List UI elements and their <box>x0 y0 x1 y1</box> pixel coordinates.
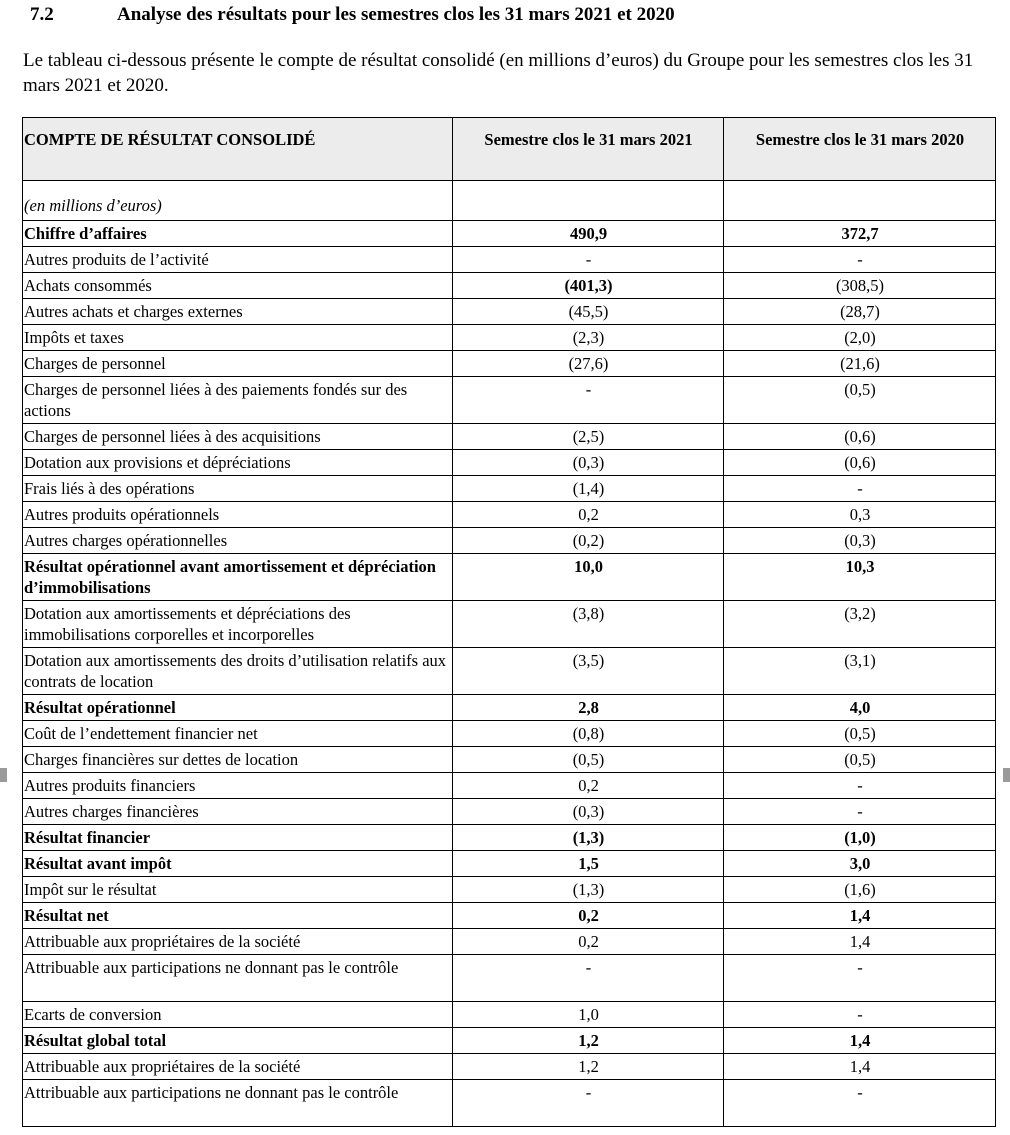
table-row <box>23 554 996 601</box>
value-2021: - <box>453 955 724 1002</box>
value-2021: 0,2 <box>453 929 724 955</box>
value-2020: (3,1) <box>724 648 996 695</box>
row-label: Autres produits de l’activité <box>23 247 453 273</box>
value-2020: (0,5) <box>724 721 996 747</box>
row-label: Chiffre d’affaires <box>23 221 453 247</box>
row-label: Ecarts de conversion <box>23 1002 453 1028</box>
value-2020: (0,5) <box>724 377 996 424</box>
row-label: Résultat opérationnel avant amortissement et dépréciation d’immobilisations <box>23 554 453 601</box>
table-row <box>23 221 996 247</box>
table-row <box>23 1002 996 1028</box>
table-row <box>23 450 996 476</box>
value-2020: (0,3) <box>724 528 996 554</box>
row-label: Autres produits financiers <box>23 773 453 799</box>
table-row <box>23 502 996 528</box>
row-label: Dotation aux provisions et dépréciations <box>23 450 453 476</box>
value-2020: - <box>724 799 996 825</box>
value-2020: (0,5) <box>724 747 996 773</box>
value-2020: 4,0 <box>724 695 996 721</box>
table-row <box>23 721 996 747</box>
value-2021: 1,2 <box>453 1054 724 1080</box>
unit-row <box>23 181 996 221</box>
table-row <box>23 1054 996 1080</box>
table-row <box>23 877 996 903</box>
value-2020: 1,4 <box>724 1054 996 1080</box>
header-statement: COMPTE DE RÉSULTAT CONSOLIDÉ <box>23 118 453 181</box>
value-2021: - <box>453 1080 724 1127</box>
table-row <box>23 247 996 273</box>
table-row <box>23 1080 996 1127</box>
value-2020: 1,4 <box>724 903 996 929</box>
row-label: Attribuable aux propriétaires de la société <box>23 1054 453 1080</box>
table-row <box>23 601 996 648</box>
unit-label: (en millions d’euros) <box>23 181 453 221</box>
value-2021: 1,2 <box>453 1028 724 1054</box>
table-row <box>23 351 996 377</box>
table-row <box>23 825 996 851</box>
row-label: Coût de l’endettement financier net <box>23 721 453 747</box>
row-label: Achats consommés <box>23 273 453 299</box>
intro-paragraph: Le tableau ci-dessous présente le compte de résultat consolidé (en millions d’euros) du Groupe pour les semestres clos les 31 mars 2021 et 2020. <box>23 50 974 96</box>
row-label: Attribuable aux propriétaires de la société <box>23 929 453 955</box>
table-row <box>23 476 996 502</box>
table-header-row <box>23 118 996 181</box>
header-2021: Semestre clos le 31 mars 2021 <box>453 118 724 181</box>
value-2021: 1,5 <box>453 851 724 877</box>
table-row <box>23 299 996 325</box>
left-margin-marker <box>0 768 7 782</box>
row-label: Frais liés à des opérations <box>23 476 453 502</box>
table-row <box>23 325 996 351</box>
value-2021: 0,2 <box>453 502 724 528</box>
right-margin-marker <box>1003 768 1010 782</box>
unit-empty-2021 <box>453 181 724 221</box>
table-row <box>23 695 996 721</box>
section-title: Analyse des résultats pour les semestres clos les 31 mars 2021 et 2020 <box>117 4 675 25</box>
value-2021: (0,3) <box>453 450 724 476</box>
row-label: Autres achats et charges externes <box>23 299 453 325</box>
value-2021: 2,8 <box>453 695 724 721</box>
income-statement-table <box>22 117 996 1127</box>
value-2021: (27,6) <box>453 351 724 377</box>
value-2020: (2,0) <box>724 325 996 351</box>
row-label: Attribuable aux participations ne donnant pas le contrôle <box>23 1080 453 1127</box>
value-2021: - <box>453 377 724 424</box>
table-row <box>23 747 996 773</box>
row-label: Dotation aux amortissements et dépréciations des immobilisations corporelles et incorporelles <box>23 601 453 648</box>
row-label: Impôts et taxes <box>23 325 453 351</box>
value-2020: (1,6) <box>724 877 996 903</box>
value-2020: 10,3 <box>724 554 996 601</box>
value-2021: 490,9 <box>453 221 724 247</box>
value-2020: (1,0) <box>724 825 996 851</box>
value-2020: - <box>724 955 996 1002</box>
table-row <box>23 903 996 929</box>
value-2021: (0,3) <box>453 799 724 825</box>
value-2020: - <box>724 1002 996 1028</box>
value-2020: (308,5) <box>724 273 996 299</box>
value-2020: - <box>724 247 996 273</box>
value-2021: (45,5) <box>453 299 724 325</box>
row-label: Charges financières sur dettes de location <box>23 747 453 773</box>
table-row <box>23 273 996 299</box>
value-2021: - <box>453 247 724 273</box>
section-number: 7.2 <box>30 4 54 25</box>
value-2021: (0,5) <box>453 747 724 773</box>
value-2021: (401,3) <box>453 273 724 299</box>
row-label: Résultat avant impôt <box>23 851 453 877</box>
table-row <box>23 424 996 450</box>
unit-empty-2020 <box>724 181 996 221</box>
value-2021: (2,5) <box>453 424 724 450</box>
table-row <box>23 955 996 1002</box>
value-2020: 1,4 <box>724 1028 996 1054</box>
row-label: Résultat financier <box>23 825 453 851</box>
value-2020: 0,3 <box>724 502 996 528</box>
value-2021: (1,4) <box>453 476 724 502</box>
value-2020: - <box>724 1080 996 1127</box>
row-label: Résultat global total <box>23 1028 453 1054</box>
row-label: Dotation aux amortissements des droits d’utilisation relatifs aux contrats de location <box>23 648 453 695</box>
value-2020: 372,7 <box>724 221 996 247</box>
row-label: Charges de personnel <box>23 351 453 377</box>
row-label: Charges de personnel liées à des acquisitions <box>23 424 453 450</box>
table-row <box>23 773 996 799</box>
value-2021: (0,8) <box>453 721 724 747</box>
value-2021: 0,2 <box>453 903 724 929</box>
value-2020: - <box>724 773 996 799</box>
header-2020: Semestre clos le 31 mars 2020 <box>724 118 996 181</box>
table-row <box>23 799 996 825</box>
table-row <box>23 1028 996 1054</box>
table-row <box>23 648 996 695</box>
table-row <box>23 929 996 955</box>
section-heading <box>30 4 675 26</box>
row-label: Charges de personnel liées à des paiements fondés sur des actions <box>23 377 453 424</box>
value-2020: (0,6) <box>724 424 996 450</box>
table-row <box>23 851 996 877</box>
row-label: Attribuable aux participations ne donnant pas le contrôle <box>23 955 453 1002</box>
value-2020: (0,6) <box>724 450 996 476</box>
row-label: Résultat net <box>23 903 453 929</box>
value-2020: - <box>724 476 996 502</box>
value-2021: (0,2) <box>453 528 724 554</box>
value-2020: 3,0 <box>724 851 996 877</box>
value-2020: (3,2) <box>724 601 996 648</box>
value-2020: (28,7) <box>724 299 996 325</box>
value-2021: 0,2 <box>453 773 724 799</box>
value-2020: 1,4 <box>724 929 996 955</box>
value-2021: 1,0 <box>453 1002 724 1028</box>
row-label: Impôt sur le résultat <box>23 877 453 903</box>
value-2021: (3,5) <box>453 648 724 695</box>
value-2021: (1,3) <box>453 825 724 851</box>
row-label: Autres produits opérationnels <box>23 502 453 528</box>
table-row <box>23 528 996 554</box>
value-2021: (1,3) <box>453 877 724 903</box>
row-label: Résultat opérationnel <box>23 695 453 721</box>
value-2020: (21,6) <box>724 351 996 377</box>
row-label: Autres charges opérationnelles <box>23 528 453 554</box>
value-2021: 10,0 <box>453 554 724 601</box>
row-label: Autres charges financières <box>23 799 453 825</box>
value-2021: (3,8) <box>453 601 724 648</box>
table-row <box>23 377 996 424</box>
value-2021: (2,3) <box>453 325 724 351</box>
